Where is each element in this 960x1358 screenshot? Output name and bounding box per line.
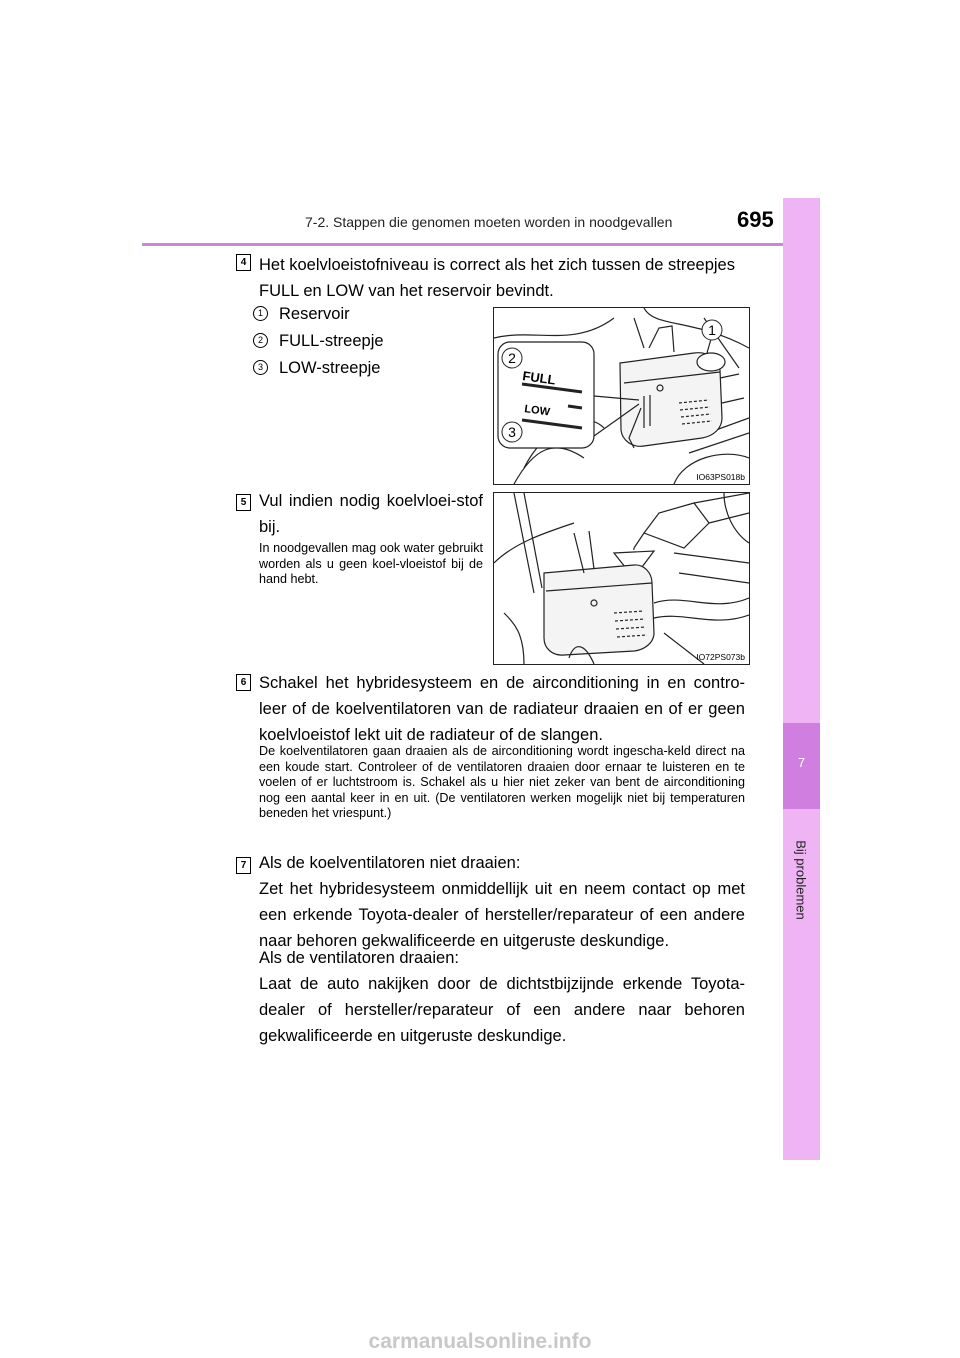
step-6-text: Schakel het hybridesysteem en de airconditioning in en contro-leer of de koelventilatoren van de radiateur draaien en of er geen koelvloeistof lekt uit de radiateur of de slangen. [259, 674, 745, 744]
item-3-label: LOW-streepje [279, 359, 381, 377]
step-4-text: Het koelvloeistofniveau is correct als het zich tussen de streepjes FULL en LOW van het reservoir bevindt. [259, 256, 735, 300]
step-6-marker: 6 [236, 674, 251, 691]
header-rule [142, 243, 820, 246]
item-3-marker: 3 [253, 360, 268, 375]
engine-bay-illustration [494, 308, 749, 484]
callout-1: 1 [708, 322, 716, 338]
chapter-number: 7 [797, 755, 806, 770]
callout-2: 2 [508, 350, 516, 366]
item-1-label: Reservoir [279, 305, 350, 323]
step-7-marker: 7 [236, 857, 251, 874]
refill-illustration [494, 493, 749, 664]
item-1-marker: 1 [253, 306, 268, 321]
step-4-marker: 4 [236, 254, 251, 271]
figure-code: IO63PS018b [696, 472, 745, 482]
chapter-side-tab [783, 198, 820, 1160]
watermark: carmanualsonline.info [368, 1330, 592, 1353]
low-mark-label: LOW [523, 403, 551, 419]
step-5-text: Vul indien nodig koelvloei-stof bij. [259, 492, 483, 536]
callout-3: 3 [508, 424, 516, 440]
step-7-case2-text: Laat de auto nakijken door de dichtstbijzijnde erkende Toyota-dealer of hersteller/reparateur of een andere naar behoren gekwalificeerde en uitgeruste deskundige. [259, 975, 745, 1045]
item-2-label: FULL-streepje [279, 332, 384, 350]
section-title: 7-2. Stappen die genomen moeten worden in noodgevallen [305, 214, 673, 230]
item-2-marker: 2 [253, 333, 268, 348]
reservoir-level-figure [493, 307, 750, 485]
full-mark-label: FULL [521, 368, 557, 388]
page-number: 695 [737, 207, 774, 232]
step-6-note: De koelventilatoren gaan draaien als de airconditioning wordt ingescha-keld direct na een koude start. Controleer of de ventilatoren draaien door ernaar te luisteren en te voelen of er luchtstroom is. Schakel als u hier niet zeker van bent de airconditioning nog een aantal keer in en uit. (De ventilatoren werken mogelijk niet bij temperaturen beneden het vriespunt.) [259, 744, 745, 820]
refill-figure [493, 492, 750, 665]
step-5-note: In noodgevallen mag ook water gebruikt worden als u geen koel-vloeistof bij de hand hebt. [259, 541, 483, 586]
chapter-title: Bij problemen [793, 840, 809, 920]
step-7-case1-head: Als de koelventilatoren niet draaien: [259, 854, 521, 872]
step-7-case1-text: Zet het hybridesysteem onmiddellijk uit en neem contact op met een erkende Toyota-dealer of hersteller/reparateur of een andere naar behoren gekwalificeerde en uitgeruste deskundige. [259, 880, 745, 950]
step-5-marker: 5 [236, 494, 251, 511]
figure-code: IO72PS073b [696, 652, 745, 662]
step-7-case2-head: Als de ventilatoren draaien: [259, 949, 459, 967]
